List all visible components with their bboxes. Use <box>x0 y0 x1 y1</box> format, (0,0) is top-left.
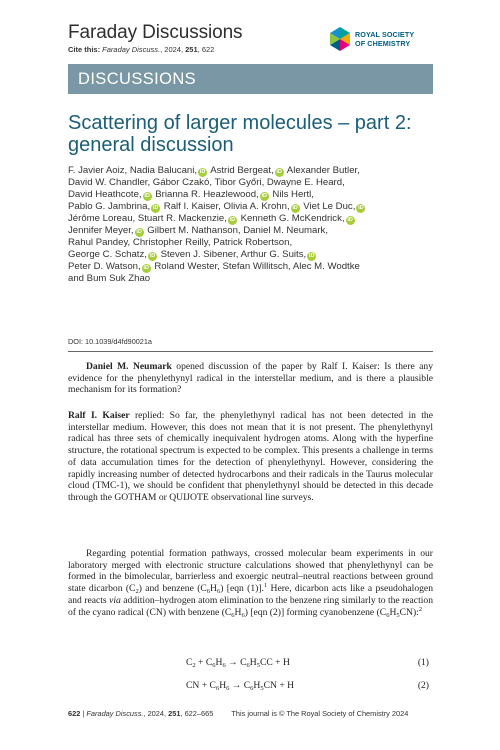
journal-name: Faraday Discussions <box>68 22 243 43</box>
paragraph-text: H <box>210 583 217 595</box>
author: Ralf I. Kaiser, <box>161 200 224 212</box>
footer-year: , 2024, <box>143 709 169 718</box>
paragraph-text: addition–hydrogen atom elimination to the benzene ring similarly to the reaction of the cyano radical (CN) with benzene (C <box>68 594 433 618</box>
author: Rahul Pandey, <box>68 236 133 248</box>
paragraph-text: replied: So far, the phenylethynyl radical has not been detected in the interstellar medium. However, this does not mean that it is not present. The phenylethynyl radical has three sets of chemically inequivalent hydrogen atoms. Along with the hyperfine structure, the rotational spectrum is expected to be complex. This presents a challenge in terms of data accumulation times for the detection of phenylethynyl. However, considering the rapidly increasing number of detected hydrocarbons and their radicals in the Taurus molecular cloud (TMC-1), we should be confident that phenylethynyl should be detected in this decade through the GOTHAM or QUIJOTE observational line surveys. <box>68 410 433 503</box>
author: Alec M. Wodtke <box>292 260 360 272</box>
author: Peter D. Watson, <box>68 260 141 272</box>
speaker: Ralf I. Kaiser <box>68 410 130 421</box>
author: Nadia Balucani, <box>129 165 198 176</box>
cite-volume: 251 <box>185 45 198 54</box>
subscript: 6 <box>216 588 221 596</box>
orcid-icon[interactable]: iD <box>308 252 315 259</box>
footer-separator: | <box>80 709 87 718</box>
article-title: Scattering of larger molecules – part 2: general discussion <box>68 112 412 156</box>
orcid-icon[interactable]: iD <box>143 264 149 271</box>
author: F. Javier Aoiz, <box>68 165 130 176</box>
subscript: 6 <box>206 588 211 596</box>
paragraph-text: ) [eqn (2)] forming cyanobenzene (C <box>244 606 387 618</box>
author: Kenneth G. McKendrick, <box>237 212 345 224</box>
author: David Heathcote, <box>68 188 142 200</box>
author: Daniel M. Neumark, <box>243 224 329 236</box>
author: Patrick Robertson, <box>213 236 293 248</box>
orcid-icon[interactable]: iD <box>149 252 156 259</box>
author: Roland Wester, <box>151 260 223 272</box>
author: Brianna R. Heazlewood, <box>152 188 259 200</box>
orcid-icon[interactable]: iD <box>276 169 282 175</box>
paragraph-text: opened discussion of the paper by Ralf I. Kaiser: Is there any evidence for the phenylethynyl radical in the interstellar medium, and is there a plausible mechanism for its formation? <box>68 361 433 396</box>
subscript: 2 <box>135 588 139 596</box>
orcid-icon[interactable]: iD <box>261 192 267 199</box>
citation-line <box>68 45 214 54</box>
citation-ref[interactable]: 1 <box>263 582 268 590</box>
author: George C. Schatz, <box>68 248 147 260</box>
equation-body: CN + $C_6H_6 \to C_6H_5CN + H$ <box>186 680 295 692</box>
equation-body: $C_2 + C_6H_6 \to C_6H_5CC + H$ <box>186 657 290 669</box>
paragraph-text: Here, dicarbon acts like a pseudohalogen and reacts <box>68 583 433 606</box>
author: Stefan Willitsch, <box>222 260 293 272</box>
paragraph-text: Regarding potential formation pathways, crossed molecular beam experiments in our laboratory merged with electronic structure calculations showed that phenylethynyl can be formed in the bimolecular, barrierless and exoergic neutral–neutral reactions between ground state dicarbon (C <box>68 548 433 595</box>
paragraph-text: H <box>389 606 397 618</box>
paragraph <box>68 361 433 396</box>
cite-journal: Faraday Discuss. <box>102 45 161 54</box>
page-footer <box>68 709 408 718</box>
author: Jennifer Meyer, <box>68 224 134 236</box>
orcid-icon[interactable]: iD <box>199 169 206 175</box>
paragraph-text: H <box>234 606 242 618</box>
publisher-name-line1: ROYAL SOCIETY <box>355 30 415 39</box>
equation-number: (1) <box>417 657 429 668</box>
orcid-icon[interactable]: iD <box>144 192 150 199</box>
author: Nils Hertl, <box>269 188 314 200</box>
subscript: 5 <box>396 611 400 619</box>
page-number: 622 <box>68 709 81 718</box>
cite-pages: , 622 <box>197 45 215 54</box>
cite-prefix: Cite this: <box>68 45 103 54</box>
paragraph <box>68 548 433 618</box>
author: Steven J. Sibener, <box>157 248 241 260</box>
citation-ref[interactable]: 2 <box>418 605 423 613</box>
publisher-logo[interactable] <box>328 26 478 56</box>
publisher-name <box>355 30 414 48</box>
author: Olivia A. Krohn, <box>223 200 290 212</box>
footer-journal: Faraday Discuss. <box>86 709 144 718</box>
speaker: Daniel M. Neumark <box>86 361 172 372</box>
section-banner <box>68 64 433 94</box>
author: Tibor Győri, <box>214 177 267 188</box>
cite-year: , 2024, <box>160 45 186 54</box>
author: and Bum Suk Zhao <box>68 272 151 284</box>
author: Viet Le Duc, <box>300 200 356 212</box>
subscript: 6 <box>386 611 390 619</box>
rsc-hexagon-logo-icon <box>328 26 352 52</box>
paragraph <box>68 410 433 504</box>
author: Alexander Butler, <box>284 165 360 176</box>
subscript: 6 <box>231 611 235 619</box>
orcid-icon[interactable]: iD <box>136 228 142 235</box>
author-list <box>68 165 438 284</box>
author: Pablo G. Jambrina, <box>68 200 151 212</box>
orcid-icon[interactable]: iD <box>358 204 364 211</box>
author: Jérôme Loreau, <box>68 212 138 224</box>
author: Dwayne E. Heard, <box>266 177 345 188</box>
subscript: 6 <box>241 611 245 619</box>
footer-volume: 251 <box>168 709 181 718</box>
author: Gilbert M. Nathanson, <box>144 224 244 236</box>
copyright-notice: This journal is © The Royal Society of Chemistry 2024 <box>231 709 409 718</box>
section-banner-label: DISCUSSIONS <box>78 70 197 88</box>
author: Arthur G. Suits, <box>240 248 307 260</box>
equation-number: (2) <box>417 680 429 691</box>
doi[interactable]: DOI: 10.1039/d4fd90021a <box>68 337 152 346</box>
orcid-icon[interactable]: iD <box>229 216 236 223</box>
paragraph-text: CN): <box>399 606 419 618</box>
orcid-icon[interactable]: iD <box>347 216 353 223</box>
author: Astrid Bergeat, <box>208 165 274 176</box>
author: Gábor Czakó, <box>152 177 215 188</box>
author: Stuart R. Mackenzie, <box>137 212 227 224</box>
paragraph-text: via <box>109 594 121 606</box>
paragraph-text: ) [eqn (1)]. <box>220 583 264 595</box>
publisher-name-line2: OF CHEMISTRY <box>355 39 411 48</box>
paragraph-text: ) and benzene (C <box>138 583 207 595</box>
author: David W. Chandler, <box>68 177 153 188</box>
author: Christopher Reilly, <box>132 236 214 248</box>
footer-pages: , 622–665 <box>180 709 214 718</box>
orcid-icon[interactable]: iD <box>292 204 298 211</box>
orcid-icon[interactable]: iD <box>152 204 159 211</box>
divider <box>68 351 433 352</box>
